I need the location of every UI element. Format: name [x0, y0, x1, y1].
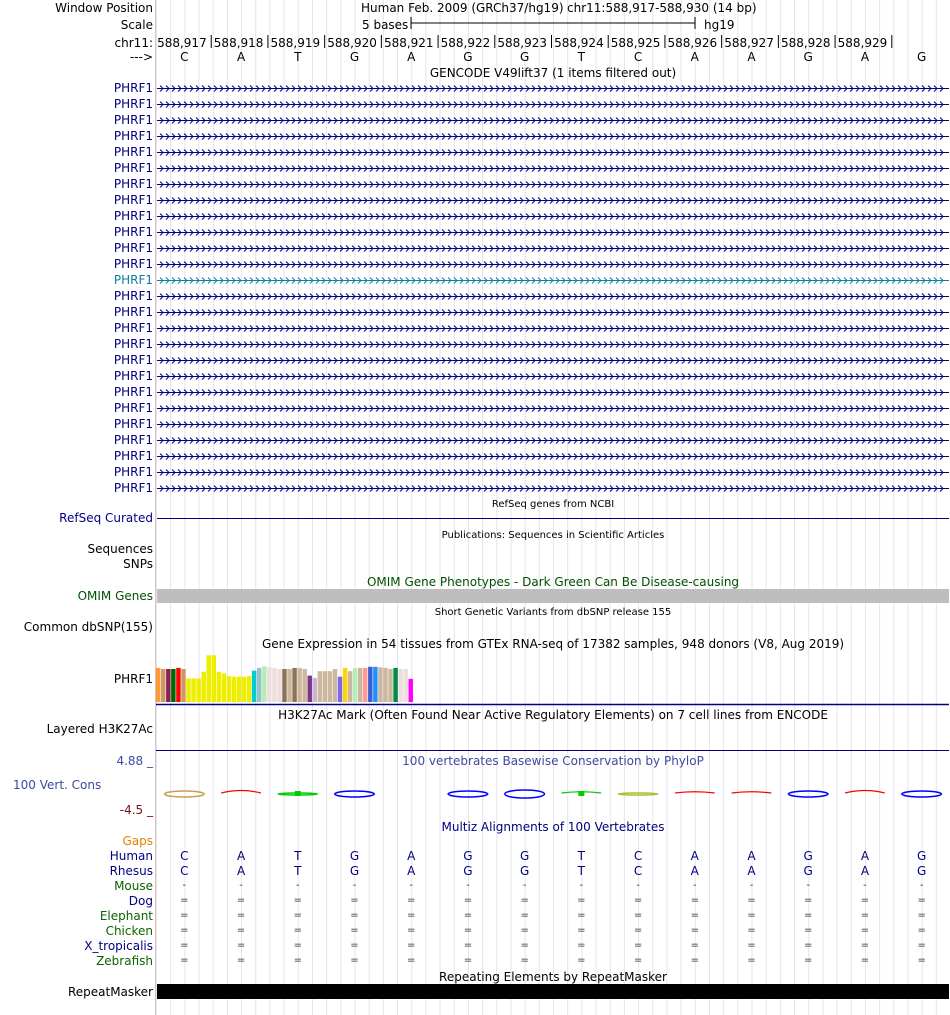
- alignment-base: =: [804, 925, 813, 936]
- scale-db: hg19: [704, 18, 735, 32]
- gencode-gene-label[interactable]: PHRF1: [113, 337, 153, 351]
- gtex-bar: [403, 669, 407, 702]
- alignment-base: =: [577, 910, 586, 921]
- ruler-base: T: [294, 50, 302, 64]
- alignment-base: =: [463, 955, 473, 966]
- alignment-base: C: [633, 864, 643, 878]
- gtex-bar: [328, 671, 332, 702]
- alignment-base: =: [180, 925, 189, 936]
- gtex-bar: [378, 667, 382, 702]
- alignment-base: =: [350, 940, 359, 951]
- phylop-min-label: -4.5 _: [119, 803, 153, 817]
- gencode-gene-label[interactable]: PHRF1: [113, 145, 153, 159]
- gtex-bar: [323, 671, 327, 702]
- gencode-gene-label[interactable]: PHRF1: [113, 209, 153, 223]
- phylop-label[interactable]: 100 Vert. Cons: [13, 778, 102, 792]
- alignment-base: =: [804, 910, 813, 921]
- repeatmasker-title: Repeating Elements by RepeatMasker: [439, 970, 667, 984]
- gencode-gene-label[interactable]: PHRF1: [113, 369, 153, 383]
- alignment-base: G: [349, 864, 360, 878]
- species-label[interactable]: Zebrafish: [96, 954, 153, 968]
- ruler-position-label: 588,921: [383, 36, 434, 50]
- ruler-base: G: [349, 50, 360, 64]
- ruler-base: G: [803, 50, 813, 64]
- alignment-base: =: [860, 925, 870, 936]
- gtex-bar: [176, 668, 180, 702]
- alignment-base: T: [577, 849, 586, 863]
- gencode-gene-label[interactable]: PHRF1: [113, 225, 153, 239]
- alignment-base: -: [863, 880, 867, 891]
- phylop-max-label: 4.88 _: [116, 754, 153, 768]
- ruler-base: C: [180, 50, 189, 64]
- gtex-bar: [287, 669, 291, 702]
- alignment-base: =: [350, 910, 359, 921]
- alignment-base: G: [803, 849, 813, 863]
- alignment-base: =: [407, 955, 416, 966]
- alignment-base: -: [182, 880, 187, 891]
- species-label[interactable]: Rhesus: [109, 864, 153, 878]
- gtex-bar: [292, 668, 296, 702]
- ruler-base: G: [463, 50, 473, 64]
- alignment-base: A: [407, 849, 416, 863]
- gtex-bar: [267, 667, 271, 702]
- alignment-base: =: [690, 940, 699, 951]
- ruler-position-label: 588,919: [270, 36, 321, 50]
- alignment-base: =: [180, 895, 189, 906]
- assembly-text: Human Feb. 2009 (GRCh37/hg19): [361, 1, 564, 15]
- gencode-gene-label[interactable]: PHRF1: [113, 81, 153, 95]
- alignment-base: =: [747, 910, 756, 921]
- gencode-gene-label[interactable]: PHRF1: [113, 193, 153, 207]
- gencode-gene-label[interactable]: PHRF1: [113, 321, 153, 335]
- gtex-bar: [373, 667, 377, 702]
- dbsnp-label[interactable]: Common dbSNP(155): [23, 620, 153, 634]
- ruler-position-label: 588,924: [554, 36, 604, 50]
- gencode-gene-label[interactable]: PHRF1: [113, 177, 153, 191]
- ruler-position-label: 588,926: [667, 36, 718, 50]
- alignment-base: -: [579, 880, 584, 891]
- alignment-base: A: [690, 864, 699, 878]
- gtex-bar: [207, 655, 211, 702]
- alignment-base: =: [463, 895, 473, 906]
- gencode-gene-label[interactable]: PHRF1: [113, 305, 153, 319]
- alignment-base: =: [917, 940, 926, 951]
- alignment-base: -: [352, 880, 357, 891]
- alignment-base: =: [180, 940, 189, 951]
- gencode-gene-label[interactable]: PHRF1: [113, 401, 153, 415]
- alignment-base: =: [917, 925, 926, 936]
- ruler-position-label: 588,929: [837, 36, 888, 50]
- alignment-base: =: [520, 910, 529, 921]
- alignment-base: =: [350, 925, 359, 936]
- gencode-gene-label[interactable]: PHRF1: [113, 161, 153, 175]
- gencode-gene-label[interactable]: PHRF1: [113, 353, 153, 367]
- alignment-base: =: [293, 895, 302, 906]
- alignment-base: C: [180, 849, 189, 863]
- gtex-bar: [393, 668, 397, 702]
- chrom-label: chr11:: [114, 36, 153, 50]
- alignment-base: A: [236, 849, 246, 863]
- alignment-base: =: [407, 910, 416, 921]
- phylop-mark-center: [295, 791, 301, 796]
- gencode-gene-label[interactable]: PHRF1: [113, 449, 153, 463]
- gtex-bar: [171, 669, 175, 702]
- species-label[interactable]: Elephant: [99, 909, 153, 923]
- alignment-base: A: [747, 864, 756, 878]
- gtex-bar: [383, 668, 387, 702]
- gtex-bar: [388, 669, 392, 702]
- alignment-base: =: [407, 925, 416, 936]
- gtex-bar: [196, 678, 200, 702]
- alignment-base: G: [803, 864, 813, 878]
- gtex-bar: [242, 677, 246, 702]
- gencode-gene-label[interactable]: PHRF1: [113, 481, 153, 495]
- gtex-bar: [343, 668, 347, 702]
- alignment-base: =: [463, 940, 473, 951]
- gtex-bar: [222, 673, 226, 702]
- alignment-base: =: [633, 940, 643, 951]
- ruler-position-label: 588,928: [780, 36, 831, 50]
- ruler-base: A: [690, 50, 699, 64]
- snps-label[interactable]: SNPs: [123, 557, 153, 571]
- h3k27ac-title: H3K27Ac Mark (Often Found Near Active Regulatory Elements) on 7 cell lines from ENCODE: [278, 708, 828, 722]
- gtex-bar: [212, 655, 216, 702]
- alignment-base: T: [294, 864, 302, 878]
- ruler-base: G: [519, 50, 530, 64]
- omim-label[interactable]: OMIM Genes: [77, 589, 153, 603]
- alignment-base: A: [407, 864, 416, 878]
- alignment-base: =: [350, 895, 359, 906]
- alignment-base: -: [919, 880, 924, 891]
- omim-bar: [157, 589, 949, 603]
- gencode-gene-label[interactable]: PHRF1: [113, 113, 153, 127]
- sequences-label[interactable]: Sequences: [87, 542, 153, 556]
- gtex-title: Gene Expression in 54 tissues from GTEx RNA-seq of 17382 samples, 948 donors (V8, Aug 2019): [261, 637, 845, 651]
- alignment-base: -: [522, 880, 527, 891]
- gtex-bar: [313, 678, 317, 702]
- ruler-position-label: 588,927: [724, 36, 774, 50]
- alignment-base: =: [407, 895, 416, 906]
- alignment-base: =: [463, 910, 473, 921]
- alignment-base: =: [350, 955, 359, 966]
- gtex-bar: [252, 671, 256, 702]
- gencode-gene-label[interactable]: PHRF1: [113, 273, 153, 287]
- species-label[interactable]: Dog: [128, 894, 153, 908]
- alignment-base: =: [577, 925, 586, 936]
- alignment-base: A: [860, 864, 870, 878]
- scale-bases: 5 bases: [362, 18, 409, 32]
- alignment-base: -: [466, 880, 470, 891]
- ruler-position-label: 588,925: [610, 36, 661, 50]
- alignment-base: =: [577, 895, 586, 906]
- gtex-bar: [277, 669, 281, 702]
- alignment-base: =: [804, 940, 813, 951]
- species-label[interactable]: Chicken: [105, 924, 153, 938]
- alignment-base: A: [690, 849, 699, 863]
- alignment-base: C: [180, 864, 189, 878]
- gtex-bar: [318, 671, 322, 702]
- strand-label: --->: [129, 50, 153, 64]
- alignment-base: =: [236, 940, 246, 951]
- window-position-label: Window Position: [55, 1, 153, 15]
- gencode-title: GENCODE V49lift37 (1 items filtered out): [429, 66, 677, 80]
- omim-title: OMIM Gene Phenotypes - Dark Green Can Be Disease-causing: [366, 575, 740, 589]
- refseq-label[interactable]: RefSeq Curated: [59, 511, 153, 525]
- alignment-base: =: [860, 940, 870, 951]
- gtex-bar: [232, 677, 236, 702]
- alignment-base: =: [293, 940, 302, 951]
- alignment-base: =: [804, 955, 813, 966]
- refseq-title: RefSeq genes from NCBI: [491, 499, 615, 510]
- gtex-bar: [353, 668, 357, 702]
- gtex-bar: [156, 668, 160, 702]
- alignment-base: =: [293, 910, 302, 921]
- alignment-base: =: [747, 925, 756, 936]
- alignment-base: -: [806, 880, 810, 891]
- gtex-bar: [237, 677, 241, 702]
- ruler-position-label: 588,917: [157, 36, 207, 50]
- alignment-base: =: [917, 955, 926, 966]
- alignment-base: =: [917, 895, 926, 906]
- alignment-base: -: [239, 880, 243, 891]
- gencode-gene-label[interactable]: PHRF1: [113, 241, 153, 255]
- alignment-base: T: [577, 864, 586, 878]
- alignment-base: A: [860, 849, 870, 863]
- alignment-base: =: [860, 895, 870, 906]
- alignment-base: =: [747, 895, 756, 906]
- alignment-base: =: [860, 910, 870, 921]
- gtex-bar: [257, 668, 261, 702]
- gtex-bar: [262, 666, 266, 702]
- gtex-bar: [161, 669, 165, 702]
- gencode-gene-label[interactable]: PHRF1: [113, 385, 153, 399]
- gtex-bar: [363, 668, 367, 702]
- gtex-bar: [358, 668, 362, 702]
- ruler-base: T: [577, 50, 586, 64]
- gencode-gene-label[interactable]: PHRF1: [113, 129, 153, 143]
- gencode-gene-label[interactable]: PHRF1: [113, 97, 153, 111]
- alignment-base: G: [463, 849, 473, 863]
- alignment-base: G: [916, 864, 927, 878]
- alignment-base: =: [633, 955, 643, 966]
- species-label[interactable]: Human: [109, 849, 153, 863]
- gtex-bar: [217, 672, 221, 702]
- gtex-bar: [338, 677, 342, 702]
- alignment-base: =: [236, 910, 246, 921]
- gtex-bar: [302, 669, 306, 702]
- alignment-base: -: [636, 880, 640, 891]
- gtex-bar: [227, 676, 231, 702]
- position-text: chr11:588,917-588,930 (14 bp): [567, 1, 757, 15]
- gtex-bar: [297, 668, 301, 702]
- alignment-base: =: [577, 955, 586, 966]
- ruler-position-label: 588,923: [497, 36, 547, 50]
- ruler-base: A: [407, 50, 416, 64]
- alignment-base: G: [349, 849, 360, 863]
- ruler-base: A: [747, 50, 756, 64]
- alignment-base: =: [293, 955, 302, 966]
- gencode-gene-label[interactable]: PHRF1: [113, 465, 153, 479]
- ruler-base: A: [860, 50, 870, 64]
- gtex-bar: [282, 669, 286, 702]
- alignment-base: =: [860, 955, 870, 966]
- ruler-base: C: [633, 50, 643, 64]
- alignment-base: =: [747, 955, 756, 966]
- alignment-base: A: [747, 849, 756, 863]
- alignment-base: =: [633, 925, 643, 936]
- alignment-base: =: [463, 925, 473, 936]
- gencode-gene-label[interactable]: PHRF1: [113, 433, 153, 447]
- alignment-base: =: [293, 925, 302, 936]
- gtex-bar: [398, 669, 402, 702]
- phylop-title: 100 vertebrates Basewise Conservation by PhyloP: [402, 754, 704, 768]
- ruler-position-label: 588,920: [327, 36, 377, 50]
- species-label[interactable]: X_tropicalis: [84, 939, 153, 953]
- scale-label: Scale: [120, 18, 153, 32]
- gtex-bar: [191, 678, 195, 702]
- alignment-base: =: [520, 925, 529, 936]
- alignment-base: =: [690, 895, 699, 906]
- alignment-base: =: [917, 910, 926, 921]
- repeatmasker-bar: [157, 984, 949, 999]
- alignment-base: =: [690, 910, 699, 921]
- multiz-title: Multiz Alignments of 100 Vertebrates: [441, 820, 665, 834]
- alignment-base: G: [463, 864, 473, 878]
- alignment-base: =: [180, 955, 189, 966]
- gtex-bar: [308, 676, 312, 702]
- publications-title: Publications: Sequences in Scientific Articles: [441, 530, 665, 541]
- h3k27ac-label[interactable]: Layered H3K27Ac: [46, 722, 153, 736]
- gtex-bar: [348, 671, 352, 702]
- gtex-bar: [166, 669, 170, 702]
- alignment-base: T: [294, 849, 302, 863]
- dbsnp-title: Short Genetic Variants from dbSNP release 155: [434, 607, 672, 618]
- gtex-bar: [201, 672, 205, 702]
- alignment-base: =: [520, 940, 529, 951]
- phylop-mark-center: [578, 791, 584, 796]
- gtex-bar: [247, 676, 251, 702]
- ruler-position-label: 588,922: [440, 36, 491, 50]
- alignment-base: C: [633, 849, 643, 863]
- gtex-bar: [186, 678, 190, 702]
- gencode-gene-label[interactable]: PHRF1: [113, 417, 153, 431]
- ruler-position-label: 588,918: [213, 36, 264, 50]
- gtex-bar: [333, 669, 337, 702]
- alignment-base: G: [519, 864, 530, 878]
- alignment-base: =: [804, 895, 813, 906]
- alignment-base: =: [236, 895, 246, 906]
- alignment-base: =: [236, 955, 246, 966]
- gtex-bar: [272, 668, 276, 702]
- alignment-base: A: [236, 864, 246, 878]
- gtex-bar: [409, 679, 413, 702]
- alignment-base: =: [577, 940, 586, 951]
- alignment-base: =: [520, 895, 529, 906]
- alignment-base: =: [236, 925, 246, 936]
- gtex-bar: [368, 667, 372, 702]
- alignment-base: =: [180, 910, 189, 921]
- alignment-base: =: [690, 925, 699, 936]
- alignment-base: -: [692, 880, 697, 891]
- gencode-gene-label[interactable]: PHRF1: [113, 289, 153, 303]
- gaps-label[interactable]: Gaps: [122, 834, 153, 848]
- ruler-base: A: [236, 50, 246, 64]
- alignment-base: -: [295, 880, 300, 891]
- ruler-base: G: [916, 50, 927, 64]
- alignment-base: G: [519, 849, 530, 863]
- gtex-gene-label[interactable]: PHRF1: [113, 672, 153, 686]
- alignment-base: -: [409, 880, 413, 891]
- alignment-base: G: [916, 849, 927, 863]
- gencode-gene-label[interactable]: PHRF1: [113, 257, 153, 271]
- alignment-base: =: [747, 940, 756, 951]
- alignment-base: =: [633, 895, 643, 906]
- alignment-base: =: [520, 955, 529, 966]
- alignment-base: =: [690, 955, 699, 966]
- species-label[interactable]: Mouse: [114, 879, 153, 893]
- alignment-base: =: [407, 940, 416, 951]
- alignment-base: -: [749, 880, 754, 891]
- alignment-base: =: [633, 910, 643, 921]
- repeatmasker-label[interactable]: RepeatMasker: [67, 985, 153, 999]
- gtex-bar: [181, 669, 185, 702]
